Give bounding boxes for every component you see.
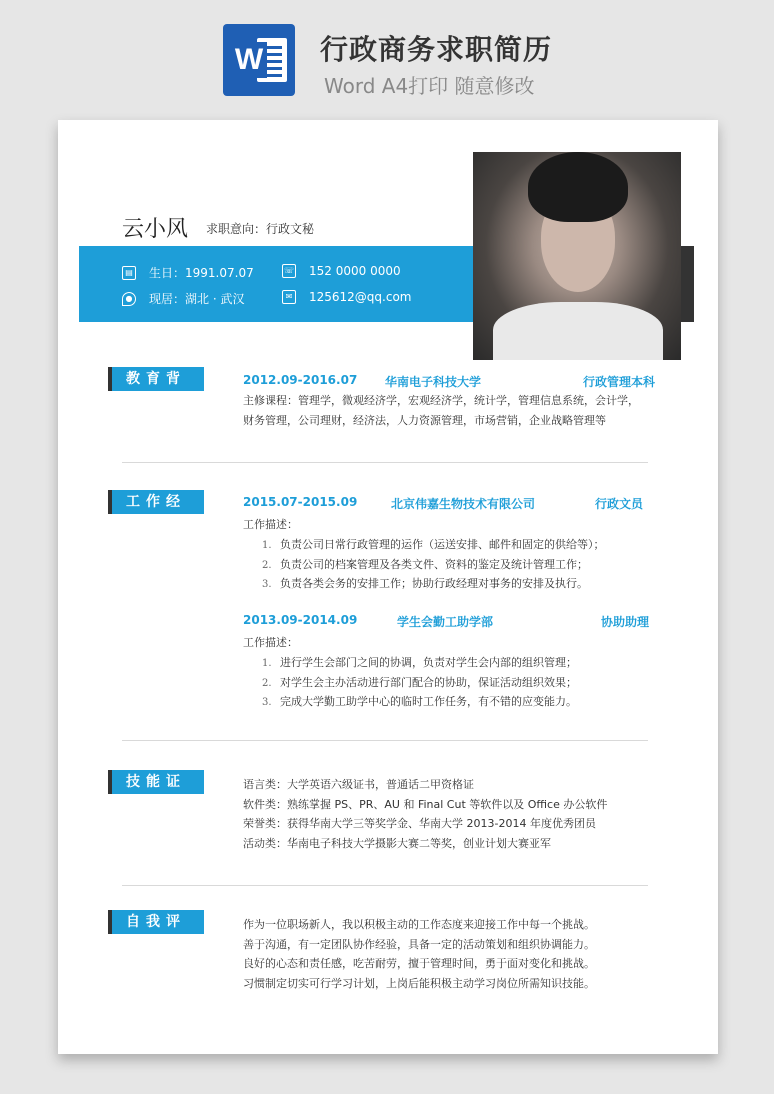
- education-courses-line2: 财务管理，公司理财，经济法，人力资源管理，市场营销，企业战略管理等: [243, 414, 606, 427]
- job-1-desc-label: 工作描述：: [243, 518, 298, 531]
- job-2-period: 2013.09-2014.09: [243, 613, 358, 627]
- section-education-heading: 教育背景: [108, 367, 204, 391]
- section-skills-heading: 技能证书: [108, 770, 204, 794]
- education-period: 2012.09-2016.07: [243, 373, 358, 387]
- list-item: 2. 对学生会主办活动进行部门配合的协助，保证活动组织效果；: [262, 676, 577, 689]
- education-school: 华南电子科技大学: [385, 375, 482, 389]
- skill-line: 语言类：大学英语六级证书，普通话二甲资格证: [243, 778, 474, 791]
- section-divider: [122, 740, 648, 741]
- self-eval-line: 善于沟通，有一定团队协作经验，具备一定的活动策划和组织协调能力。: [243, 938, 595, 951]
- email-row: [282, 290, 412, 304]
- self-eval-line: 良好的心态和责任感，吃苦耐劳，擅于管理时间，勇于面对变化和挑战。: [243, 957, 595, 970]
- banner-title: 行政商务求职简历: [320, 33, 553, 66]
- section-self-eval-heading: 自我评价: [108, 910, 204, 934]
- job-1-org: 北京伟嘉生物技术有限公司: [391, 497, 536, 511]
- phone-text: 152 0000 0000: [309, 264, 401, 278]
- banner: [0, 0, 774, 110]
- job-1-header-row: [243, 495, 653, 511]
- location-text: 现居：湖北 · 武汉: [149, 292, 245, 306]
- list-item: 1. 负责公司日常行政管理的运作（运送安排、邮件和固定的供给等）；: [262, 538, 605, 551]
- list-item: 2. 负责公司的档案管理及各类文件、资料的鉴定及统计管理工作；: [262, 558, 588, 571]
- section-work-heading: 工作经历: [108, 490, 204, 514]
- resume-page: [58, 120, 718, 1054]
- phone-icon: ☏: [282, 264, 296, 278]
- job-2-header-row: [243, 613, 653, 629]
- job-2-desc-label: 工作描述：: [243, 636, 298, 649]
- job-2-role: 协助助理: [601, 615, 650, 629]
- skill-line: 软件类：熟练掌握 PS、PR、AU 和 Final Cut 等软件以及 Office 办公软件: [243, 798, 608, 811]
- education-header-row: [243, 373, 656, 389]
- candidate-name: 云小风: [122, 217, 189, 242]
- job-1-period: 2015.07-2015.09: [243, 495, 358, 509]
- dark-accent-bar: [680, 246, 694, 322]
- phone-row: [282, 264, 401, 278]
- contact-bar: [79, 246, 479, 322]
- word-icon: [223, 24, 295, 96]
- birthday-row: [122, 264, 254, 281]
- calendar-icon: ▤: [122, 266, 136, 280]
- job-1-role: 行政文员: [595, 497, 644, 511]
- banner-subtitle: Word A4打印 随意修改: [324, 74, 535, 98]
- list-item: 3. 完成大学勤工助学中心的临时工作任务，有不错的应变能力。: [262, 695, 577, 708]
- location-row: [122, 290, 244, 307]
- section-divider: [122, 462, 648, 463]
- email-text: 125612@qq.com: [309, 290, 412, 304]
- education-courses-line1: 主修课程：管理学，微观经济学，宏观经济学，统计学，管理信息系统，会计学，: [243, 394, 639, 407]
- profile-photo: [473, 152, 681, 360]
- job-intent: 求职意向：行政文秘: [206, 222, 315, 236]
- job-2-org: 学生会勤工助学部: [397, 615, 494, 629]
- list-item: 1. 进行学生会部门之间的协调，负责对学生会内部的组织管理；: [262, 656, 577, 669]
- skill-line: 活动类：华南电子科技大学摄影大赛二等奖，创业计划大赛亚军: [243, 837, 551, 850]
- self-eval-line: 作为一位职场新人，我以积极主动的工作态度来迎接工作中每一个挑战。: [243, 918, 595, 931]
- word-logo-letter: W: [231, 42, 267, 78]
- birthday-text: 生日：1991.07.07: [149, 266, 254, 280]
- skill-line: 荣誉类：获得华南大学三等奖学金、华南大学 2013-2014 年度优秀团员: [243, 817, 596, 830]
- section-divider: [122, 885, 648, 886]
- education-degree: 行政管理本科: [583, 375, 656, 389]
- list-item: 3. 负责各类会务的安排工作；协助行政经理对事务的安排及执行。: [262, 577, 588, 590]
- location-pin-icon: ●: [122, 292, 136, 306]
- self-eval-line: 习惯制定切实可行学习计划，上岗后能积极主动学习岗位所需知识技能。: [243, 977, 595, 990]
- mail-icon: ✉: [282, 290, 296, 304]
